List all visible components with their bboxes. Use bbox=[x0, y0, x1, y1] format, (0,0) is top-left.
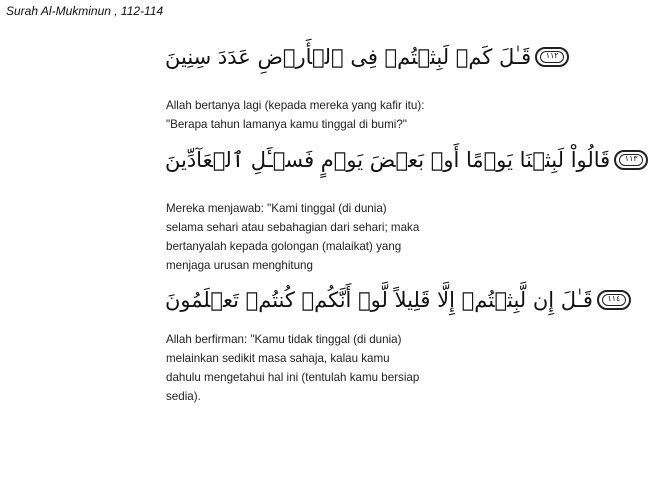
translation-line: Allah bertanya lagi (kepada mereka yang kafir itu): bbox=[166, 99, 425, 112]
translation-line: Allah berfirman: "Kamu tidak tinggal (di dunia) bbox=[166, 333, 402, 346]
translation-line: bertanyalah kepada golongan (malaikat) yang bbox=[166, 240, 402, 253]
verse-113-arabic bbox=[165, 143, 638, 177]
translation-line: "Berapa tahun lamanya kamu tinggal di bumi?" bbox=[166, 118, 407, 131]
translation-line: Mereka menjawab: "Kami tinggal (di dunia) bbox=[166, 202, 387, 215]
verse-112-arabic bbox=[165, 40, 559, 74]
translation-line: dahulu mengetahui hal ini (tentulah kamu bersiap bbox=[166, 371, 420, 384]
ayah-number-marker-112: ١١٢ bbox=[535, 47, 569, 67]
verse-114-arabic-text: قَـٰلَ إِن لَّبِثۡتُمۡ إِلَّا قَلِيلاً لَّوۡ أَنَّكُمۡ كُنتُمۡ تَعۡلَمُونَ bbox=[165, 288, 593, 312]
ayah-number-marker-114: ١١٤ bbox=[597, 290, 631, 310]
translation-line: selama sehari atau sebahagian dari sehari; maka bbox=[166, 221, 420, 234]
verse-112-translation bbox=[166, 96, 466, 134]
verse-113-arabic-text: قَالُواْ لَبِثۡنَا يَوۡمًا أَوۡ بَعۡضَ يَوۡمٍ فَسۡـَٔلِ ٱلۡعَآدِّينَ bbox=[165, 148, 611, 172]
verse-112-arabic-text: قَـٰلَ كَمۡ لَبِثۡتُمۡ فِى ٱلۡأَرۡضِ عَدَدَ سِنِينَ bbox=[165, 45, 532, 69]
translation-line: melainkan sedikit masa sahaja, kalau kamu bbox=[166, 352, 390, 365]
verse-114-translation bbox=[166, 330, 466, 406]
verse-113-translation bbox=[166, 199, 466, 275]
surah-title: Surah Al-Mukminun , 112-114 bbox=[6, 4, 164, 18]
translation-line: sedia). bbox=[166, 390, 201, 403]
ayah-number-marker-113: ١١٣ bbox=[614, 150, 648, 170]
verse-114-arabic bbox=[165, 283, 621, 317]
translation-line: menjaga urusan menghitung bbox=[166, 259, 313, 272]
